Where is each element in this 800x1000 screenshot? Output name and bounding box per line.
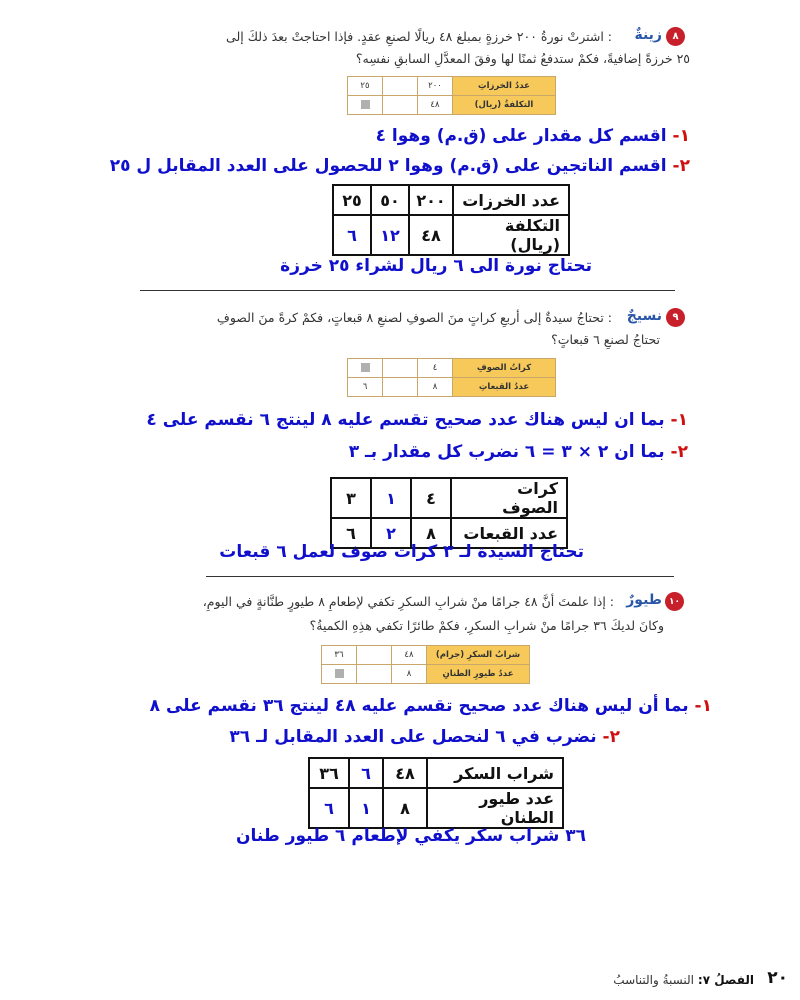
question-10-step-2: ٢- نضرب في ٦ لنحصل على العدد المقابل لـ ٣٦ [229, 727, 620, 747]
table-cell: ٤٨ [418, 96, 453, 115]
table-cell: ٢ [371, 518, 411, 548]
table-header: عدد الخرزات [453, 185, 569, 215]
table-cell: ٥٠ [371, 185, 409, 215]
question-8-number-badge: ٨ [666, 27, 685, 46]
table-cell: ٤٨ [383, 758, 427, 788]
question-10-number-badge: ١٠ [665, 592, 684, 611]
section-divider [140, 290, 675, 291]
unknown-value-cell [322, 665, 357, 684]
table-cell: ٦ [333, 215, 371, 255]
table-cell: ٦ [348, 378, 383, 397]
question-10-text-line2: وكانَ لديكَ ٣٦ جرامًا منْ شرابِ السكرِ، فكمْ طائرًا تكفي هذِهِ الكميةُ؟ [309, 618, 664, 633]
section-divider [206, 576, 674, 577]
table-cell: ٣ [331, 478, 371, 518]
question-9-step-2: ٢- بما ان ٢ × ٣ = ٦ نضرب كل مقدار بـ ٣ [348, 442, 688, 462]
question-10-answer: ٣٦ شراب سكر يكفي لإطعام ٦ طيور طنان [235, 826, 586, 846]
table-cell: ٤٨ [409, 215, 453, 255]
table-cell: ٤٨ [392, 646, 427, 665]
table-cell [357, 665, 392, 684]
placeholder-square-icon [361, 100, 370, 109]
question-10-title: طيورٌ [626, 592, 662, 608]
step-number: ١ [701, 696, 712, 716]
step-number: ٢ [609, 727, 620, 747]
question-9-number-badge: ٩ [666, 308, 685, 327]
question-8-text-line2: ٢٥ خرزةً إضافيةً، فكمْ ستدفعُ ثمنًا لها وفقَ المعدَّلِ السابقِ نفسِه؟ [355, 51, 690, 66]
step-text: بما ان ليس هناك عدد صحيح تقسم عليه ٨ لينتج ٦ نقسم على ٤ [146, 410, 665, 430]
table-cell: ٨ [411, 518, 451, 548]
question-8-given-table [347, 76, 556, 115]
question-8-text-line1: : اشترتْ نورةُ ٢٠٠ خرزةٍ بمبلغ ٤٨ ريالًا لصنعِ عقدٍ. فإذا احتاجتْ بعدَ ذلكَ إلى [226, 29, 612, 44]
table-header: التكلفةُ (ريال) [453, 96, 556, 115]
table-header: عددُ الخرزاتِ [453, 77, 556, 96]
question-8-answer: تحتاج نورة الى ٦ ريال لشراء ٢٥ خرزة [280, 256, 592, 276]
chapter-label: الفصلُ ٧: [697, 973, 754, 987]
table-header: عدد القبعات [451, 518, 567, 548]
step-number: ١ [677, 410, 688, 430]
table-cell: ٢٠٠ [409, 185, 453, 215]
page-number: ٢٠ [767, 968, 788, 988]
table-cell [383, 378, 418, 397]
question-9-solution-table [330, 477, 568, 549]
question-9-title: نسيجٌ [626, 308, 662, 324]
table-header: عددُ القبعاتِ [453, 378, 556, 397]
question-8-step-1: ١- اقسم كل مقدار على (ق.م) وهوا ٤ [375, 126, 690, 146]
placeholder-square-icon [361, 363, 370, 372]
table-cell [383, 77, 418, 96]
unknown-value-cell [348, 96, 383, 115]
table-cell: ٣٦ [309, 758, 349, 788]
question-8-title: زينةٌ [634, 27, 662, 43]
table-header: عددُ طيورِ الطنانِ [427, 665, 530, 684]
table-cell: ٦ [309, 788, 349, 828]
table-cell: ١٢ [371, 215, 409, 255]
placeholder-square-icon [335, 669, 344, 678]
table-cell: ٨ [418, 378, 453, 397]
table-cell: ٤ [418, 359, 453, 378]
question-9-step-1: ١- بما ان ليس هناك عدد صحيح تقسم عليه ٨ لينتج ٦ نقسم على ٤ [146, 410, 688, 430]
step-text: بما أن ليس هناك عدد صحيح تقسم عليه ٤٨ لينتج ٣٦ نقسم على ٨ [149, 696, 689, 716]
table-cell: ٣٦ [322, 646, 357, 665]
step-text: نضرب في ٦ لنحصل على العدد المقابل لـ ٣٦ [229, 727, 597, 747]
table-cell: ٤ [411, 478, 451, 518]
unknown-value-cell [348, 359, 383, 378]
question-8-solution-table [332, 184, 570, 256]
table-cell: ١ [349, 788, 383, 828]
question-10-step-1: ١- بما أن ليس هناك عدد صحيح تقسم عليه ٤٨ لينتج ٣٦ نقسم على ٨ [149, 696, 712, 716]
table-cell [383, 359, 418, 378]
table-header: التكلفة (ريال) [453, 215, 569, 255]
chapter-title: النسبةُ والتناسبُ [613, 973, 694, 987]
table-cell: ٦ [331, 518, 371, 548]
table-header: شرابُ السكرِ (جرام) [427, 646, 530, 665]
table-cell: ٦ [349, 758, 383, 788]
question-10-text-line1: : إذا علمتَ أنَّ ٤٨ جرامًا منْ شرابِ السكرِ تكفي لإطعامِ ٨ طيورٍ طنَّانةٍ في اليومِ، [202, 594, 614, 609]
table-cell: ١ [371, 478, 411, 518]
question-10-solution-table [308, 757, 564, 829]
table-cell: ٢٥ [333, 185, 371, 215]
question-9-answer: تحتاج السيدة لـ ٣ كرات صوف لعمل ٦ قبعات [219, 542, 584, 562]
table-header: كرات الصوف [451, 478, 567, 518]
question-9-text-line2: تحتاجُ لصنعِ ٦ قبعاتٍ؟ [551, 332, 660, 347]
table-cell: ٢٠٠ [418, 77, 453, 96]
table-cell: ٨ [392, 665, 427, 684]
step-number: ٢ [679, 156, 690, 176]
table-header: عدد طيور الطنان [427, 788, 563, 828]
step-text: اقسم الناتجين على (ق.م) وهوا ٢ للحصول على العدد المقابل ل ٢٥ [109, 156, 667, 176]
step-text: اقسم كل مقدار على (ق.م) وهوا ٤ [375, 126, 667, 146]
step-number: ٢ [677, 442, 688, 462]
table-cell [383, 96, 418, 115]
question-9-given-table [347, 358, 556, 397]
table-cell: ٨ [383, 788, 427, 828]
step-number: ١ [679, 126, 690, 146]
table-header: شراب السكر [427, 758, 563, 788]
table-header: كراتُ الصوفِ [453, 359, 556, 378]
question-10-given-table [321, 645, 530, 684]
table-cell [357, 646, 392, 665]
question-9-text-line1: : تحتاجُ سيدةٌ إلى أربعِ كراتٍ منَ الصوفِ لصنعِ ٨ قبعاتٍ، فكمْ كرةً منَ الصوفِ [216, 310, 612, 325]
step-text: بما ان ٢ × ٣ = ٦ نضرب كل مقدار بـ ٣ [348, 442, 665, 462]
table-cell: ٢٥ [348, 77, 383, 96]
question-8-step-2: ٢- اقسم الناتجين على (ق.م) وهوا ٢ للحصول على العدد المقابل ل ٢٥ [109, 156, 690, 176]
